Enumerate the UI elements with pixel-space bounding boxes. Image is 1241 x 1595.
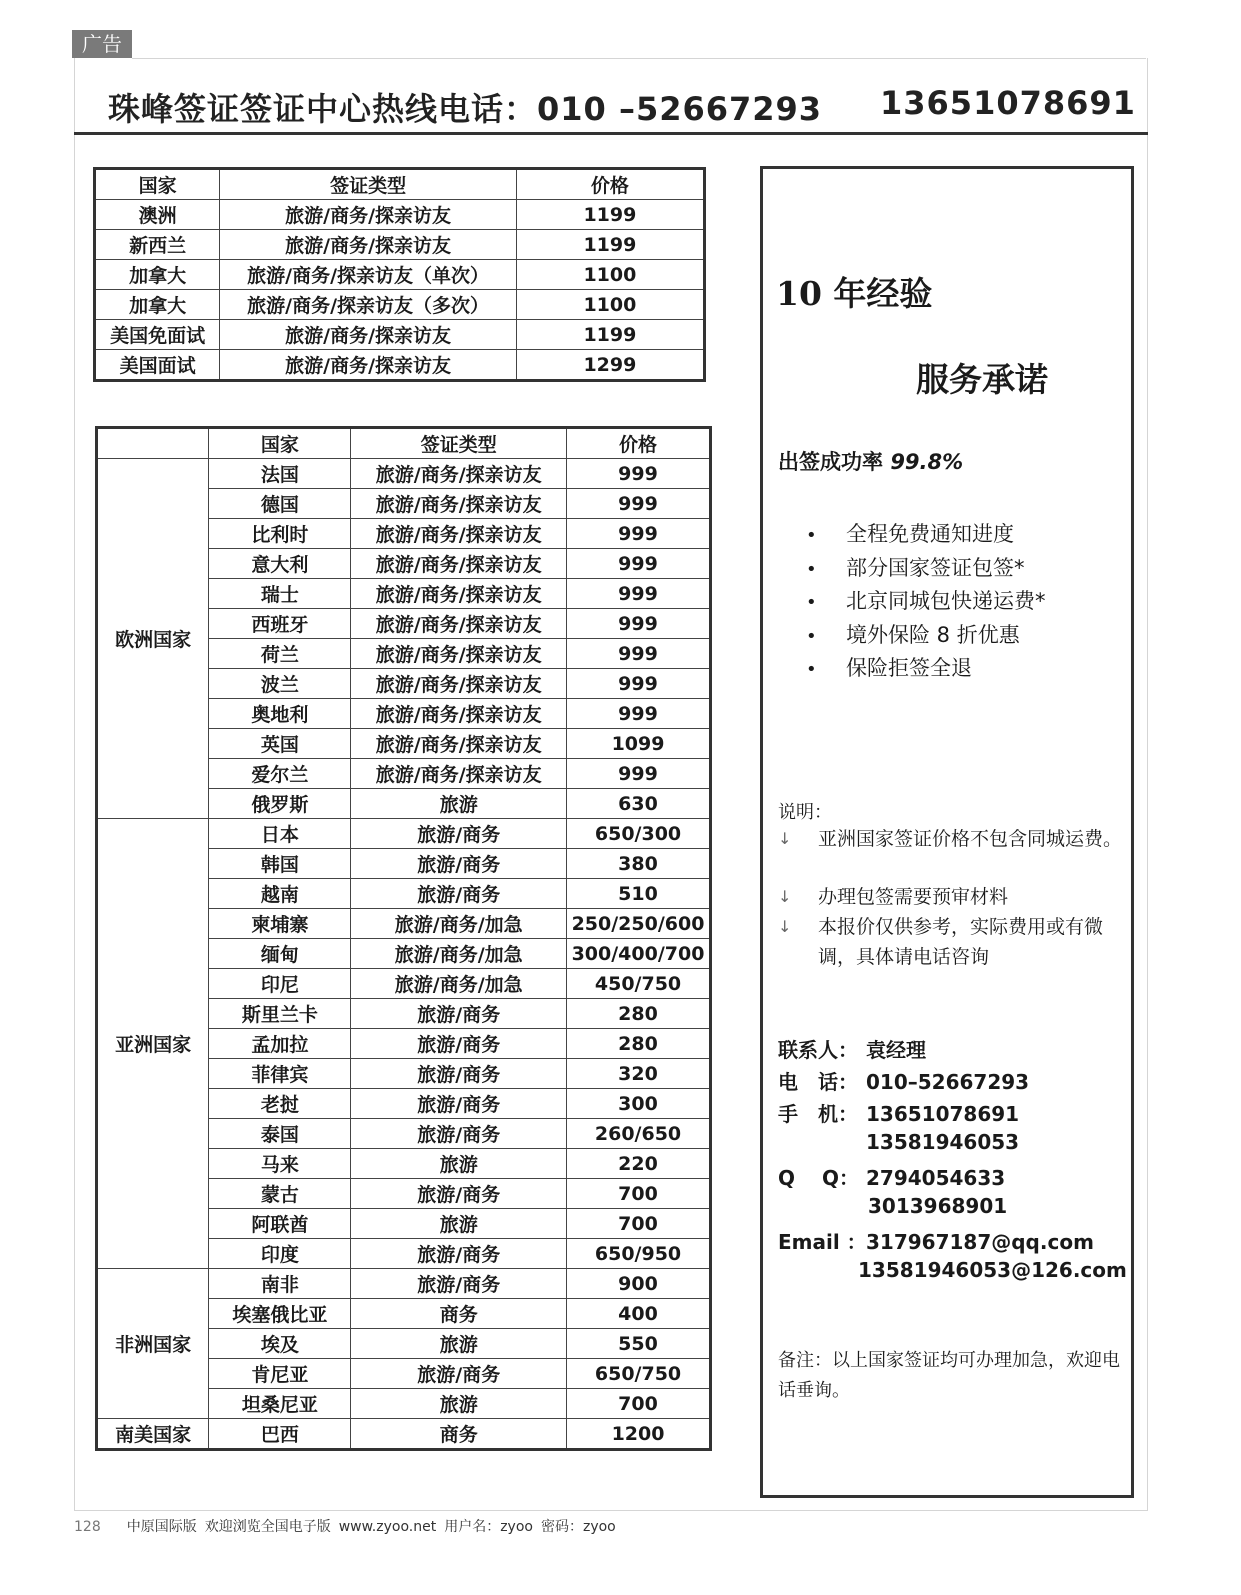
service-bullet-item	[806, 619, 1046, 653]
down-arrow-icon: ↓	[778, 917, 792, 936]
country-cell: 老挝	[209, 1089, 351, 1119]
footer-password: 密码：zyoo	[540, 1519, 616, 1535]
visa-type-cell: 旅游/商务/探亲访友	[351, 759, 567, 789]
promise-heading: 服务承诺	[916, 360, 1048, 399]
price-cell: 630	[567, 789, 711, 819]
visa-type-cell: 商务	[351, 1419, 567, 1450]
visa-type-cell: 旅游/商务/探亲访友	[351, 549, 567, 579]
country-cell: 瑞士	[209, 579, 351, 609]
hotline-text: 珠峰签证签证中心热线电话：010 –52667293	[108, 90, 823, 128]
headline-rule	[74, 132, 1148, 135]
price-cell: 400	[567, 1299, 711, 1329]
table-row	[95, 290, 705, 320]
visa-type-cell: 旅游/商务/探亲访友	[220, 320, 516, 350]
price-cell: 999	[567, 519, 711, 549]
price-cell: 1199	[516, 200, 704, 230]
down-arrow-icon: ↓	[778, 887, 792, 906]
contact-email-value: 317967187@qq.com	[866, 1230, 1094, 1254]
region-cell: 欧洲国家	[97, 459, 209, 819]
visa-type-cell: 旅游/商务	[351, 1269, 567, 1299]
service-bullet-item	[806, 585, 1046, 619]
visa-type-cell: 旅游	[351, 1389, 567, 1419]
region-cell: 非洲国家	[97, 1269, 209, 1419]
table-header-row	[97, 428, 711, 459]
price-cell: 510	[567, 879, 711, 909]
country-cell: 南非	[209, 1269, 351, 1299]
price-cell: 320	[567, 1059, 711, 1089]
visa-type-cell: 旅游/商务	[351, 1119, 567, 1149]
price-cell: 650/950	[567, 1239, 711, 1269]
price-cell: 260/650	[567, 1119, 711, 1149]
price-cell: 700	[567, 1209, 711, 1239]
country-cell: 法国	[209, 459, 351, 489]
bullet-dot-icon: •	[806, 558, 817, 580]
success-rate-label: 出签成功率	[778, 450, 883, 474]
page-footer	[74, 1516, 624, 1536]
bullet-dot-icon: •	[806, 592, 817, 613]
price-cell: 1299	[516, 350, 704, 381]
visa-type-cell: 旅游	[351, 1149, 567, 1179]
price-cell: 700	[567, 1179, 711, 1209]
ad-tag: 广告	[72, 30, 132, 58]
hotline-mobile: 13651078691	[880, 84, 1136, 122]
visa-type-cell: 旅游/商务/探亲访友（单次）	[220, 260, 516, 290]
visa-type-cell: 旅游/商务/探亲访友	[351, 489, 567, 519]
visa-type-cell: 旅游/商务	[351, 819, 567, 849]
country-cell: 荷兰	[209, 639, 351, 669]
country-cell: 美国免面试	[95, 320, 220, 350]
table-header-cell: 签证类型	[220, 169, 516, 200]
remark-text: 备注：以上国家签证均可办理加急，欢迎电话垂询。	[778, 1350, 1120, 1401]
country-cell: 韩国	[209, 849, 351, 879]
country-cell: 俄罗斯	[209, 789, 351, 819]
price-cell: 300/400/700	[567, 939, 711, 969]
visa-type-cell: 旅游/商务/加急	[351, 909, 567, 939]
table-header-row	[95, 169, 705, 200]
price-cell: 999	[567, 549, 711, 579]
visa-type-cell: 旅游/商务/加急	[351, 939, 567, 969]
country-cell: 奥地利	[209, 699, 351, 729]
service-bullet-item	[806, 518, 1046, 552]
country-cell: 阿联酋	[209, 1209, 351, 1239]
visa-type-cell: 旅游/商务	[351, 1059, 567, 1089]
price-cell: 300	[567, 1089, 711, 1119]
visa-type-cell: 旅游/商务	[351, 849, 567, 879]
country-cell: 比利时	[209, 519, 351, 549]
country-cell: 印尼	[209, 969, 351, 999]
price-cell: 900	[567, 1269, 711, 1299]
price-cell: 999	[567, 669, 711, 699]
price-cell: 280	[567, 1029, 711, 1059]
note-text: 本报价仅供参考，实际费用或有微调，具体请电话咨询	[818, 916, 1104, 968]
country-cell: 斯里兰卡	[209, 999, 351, 1029]
service-bullet-item	[806, 552, 1046, 586]
country-cell: 坦桑尼亚	[209, 1389, 351, 1419]
service-bullet-item	[806, 652, 1046, 686]
region-cell: 南美国家	[97, 1419, 209, 1450]
footer-welcome: 欢迎浏览全国电子版	[204, 1519, 331, 1535]
country-cell: 柬埔寨	[209, 909, 351, 939]
experience-heading: 10 年经验	[776, 274, 933, 313]
contact-email-2: 13581946053@126.com	[858, 1258, 1127, 1282]
contact-phone-value: 010–52667293	[866, 1070, 1030, 1094]
contact-mobile-value: 13651078691	[866, 1102, 1020, 1126]
contact-email	[778, 1226, 1094, 1255]
price-cell: 550	[567, 1329, 711, 1359]
price-cell: 250/250/600	[567, 909, 711, 939]
visa-type-cell: 旅游/商务/探亲访友	[220, 350, 516, 381]
table-row	[97, 459, 711, 489]
price-cell: 1099	[567, 729, 711, 759]
visa-type-cell: 旅游/商务/加急	[351, 969, 567, 999]
country-cell: 缅甸	[209, 939, 351, 969]
visa-type-cell: 旅游/商务	[351, 1359, 567, 1389]
region-cell: 亚洲国家	[97, 819, 209, 1269]
visa-type-cell: 旅游	[351, 789, 567, 819]
visa-type-cell: 旅游/商务	[351, 1089, 567, 1119]
price-cell: 650/300	[567, 819, 711, 849]
table-header-cell: 国家	[209, 428, 351, 459]
table-row	[95, 320, 705, 350]
visa-type-cell: 旅游/商务/探亲访友	[351, 519, 567, 549]
contact-qq	[778, 1162, 1005, 1191]
price-cell: 650/750	[567, 1359, 711, 1389]
page-number: 128	[74, 1519, 101, 1535]
table-row	[97, 819, 711, 849]
price-cell: 700	[567, 1389, 711, 1419]
country-cell: 西班牙	[209, 609, 351, 639]
country-cell: 印度	[209, 1239, 351, 1269]
price-cell: 1199	[516, 230, 704, 260]
price-table-oceania-americas	[93, 167, 706, 382]
note-text: 办理包签需要预审材料	[818, 886, 1009, 908]
visa-type-cell: 旅游	[351, 1329, 567, 1359]
bullet-dot-icon: •	[806, 525, 817, 546]
country-cell: 日本	[209, 819, 351, 849]
contact-email-label: Email ：	[778, 1230, 867, 1254]
service-bullet-text: 全程免费通知进度	[846, 522, 1014, 546]
country-cell: 意大利	[209, 549, 351, 579]
country-cell: 新西兰	[95, 230, 220, 260]
visa-type-cell: 旅游/商务/探亲访友	[351, 729, 567, 759]
visa-type-cell: 旅游/商务	[351, 999, 567, 1029]
country-cell: 越南	[209, 879, 351, 909]
country-cell: 爱尔兰	[209, 759, 351, 789]
service-bullet-text: 保险拒签全退	[846, 656, 972, 680]
visa-type-cell: 旅游	[351, 1209, 567, 1239]
service-bullet-text: 北京同城包快递运费*	[846, 589, 1046, 613]
country-cell: 美国面试	[95, 350, 220, 381]
notes-title: 说明：	[778, 802, 832, 823]
table-header-cell	[97, 428, 209, 459]
note-text: 亚洲国家签证价格不包含同城运费。	[818, 828, 1123, 850]
price-cell: 1100	[516, 260, 704, 290]
contact-phone-label: 电 话：	[778, 1070, 858, 1094]
country-cell: 加拿大	[95, 260, 220, 290]
price-cell: 999	[567, 639, 711, 669]
success-rate	[778, 446, 963, 476]
table-header-cell: 签证类型	[351, 428, 567, 459]
price-cell: 999	[567, 489, 711, 519]
footer-user: 用户名：zyoo	[444, 1519, 533, 1535]
country-cell: 加拿大	[95, 290, 220, 320]
country-cell: 埃及	[209, 1329, 351, 1359]
bullet-dot-icon: •	[806, 659, 817, 680]
price-cell: 380	[567, 849, 711, 879]
footer-edition: 中原国际版	[126, 1519, 197, 1535]
visa-type-cell: 旅游/商务	[351, 1239, 567, 1269]
price-cell: 1200	[567, 1419, 711, 1450]
visa-type-cell: 旅游/商务/探亲访友	[351, 459, 567, 489]
visa-type-cell: 旅游/商务/探亲访友（多次）	[220, 290, 516, 320]
country-cell: 德国	[209, 489, 351, 519]
visa-type-cell: 旅游/商务	[351, 879, 567, 909]
price-cell: 220	[567, 1149, 711, 1179]
visa-type-cell: 旅游/商务/探亲访友	[351, 669, 567, 699]
country-cell: 蒙古	[209, 1179, 351, 1209]
visa-type-cell: 旅游/商务/探亲访友	[351, 699, 567, 729]
country-cell: 马来	[209, 1149, 351, 1179]
price-cell: 999	[567, 699, 711, 729]
success-rate-value: 99.8%	[890, 450, 964, 474]
table-header-cell: 国家	[95, 169, 220, 200]
contact-person	[778, 1034, 926, 1063]
contact-person-value: 袁经理	[866, 1038, 926, 1062]
price-cell: 450/750	[567, 969, 711, 999]
table-row	[95, 200, 705, 230]
contact-qq-label: Q Q：	[778, 1166, 859, 1190]
country-cell: 孟加拉	[209, 1029, 351, 1059]
price-cell: 999	[567, 759, 711, 789]
price-cell: 1100	[516, 290, 704, 320]
visa-type-cell: 旅游/商务/探亲访友	[351, 639, 567, 669]
table-row	[97, 1419, 711, 1450]
country-cell: 波兰	[209, 669, 351, 699]
contact-mobile-2: 13581946053	[866, 1130, 1020, 1154]
table-row	[95, 230, 705, 260]
bullet-dot-icon: •	[806, 625, 817, 647]
table-row	[95, 350, 705, 381]
contact-mobile-label: 手 机：	[778, 1102, 858, 1126]
visa-type-cell: 旅游/商务/探亲访友	[351, 609, 567, 639]
hotline-headline	[108, 84, 1136, 130]
contact-mobile	[778, 1098, 1019, 1127]
footer-url: www.zyoo.net	[338, 1519, 437, 1535]
price-cell: 280	[567, 999, 711, 1029]
table-header-cell: 价格	[567, 428, 711, 459]
country-cell: 泰国	[209, 1119, 351, 1149]
country-cell: 英国	[209, 729, 351, 759]
visa-type-cell: 旅游/商务/探亲访友	[351, 579, 567, 609]
country-cell: 巴西	[209, 1419, 351, 1450]
country-cell: 澳洲	[95, 200, 220, 230]
table-header-cell: 价格	[516, 169, 704, 200]
contact-phone	[778, 1066, 1029, 1095]
visa-type-cell: 旅游/商务	[351, 1029, 567, 1059]
price-cell: 999	[567, 609, 711, 639]
table-row	[95, 260, 705, 290]
price-table-regions	[95, 426, 712, 1451]
visa-type-cell: 旅游/商务/探亲访友	[220, 200, 516, 230]
service-bullet-text: 境外保险 8 折优惠	[846, 622, 1020, 647]
service-bullet-list	[806, 518, 1046, 686]
country-cell: 肯尼亚	[209, 1359, 351, 1389]
contact-person-label: 联系人：	[778, 1038, 858, 1062]
down-arrow-icon: ↓	[778, 829, 792, 848]
country-cell: 菲律宾	[209, 1059, 351, 1089]
contact-qq-2: 3013968901	[868, 1194, 1008, 1218]
price-cell: 999	[567, 579, 711, 609]
visa-type-cell: 商务	[351, 1299, 567, 1329]
service-bullet-text: 部分国家签证包签*	[846, 555, 1025, 580]
visa-type-cell: 旅游/商务	[351, 1179, 567, 1209]
price-cell: 1199	[516, 320, 704, 350]
table-row	[97, 1269, 711, 1299]
contact-qq-value: 2794054633	[866, 1166, 1006, 1190]
visa-type-cell: 旅游/商务/探亲访友	[220, 230, 516, 260]
country-cell: 埃塞俄比亚	[209, 1299, 351, 1329]
price-cell: 999	[567, 459, 711, 489]
